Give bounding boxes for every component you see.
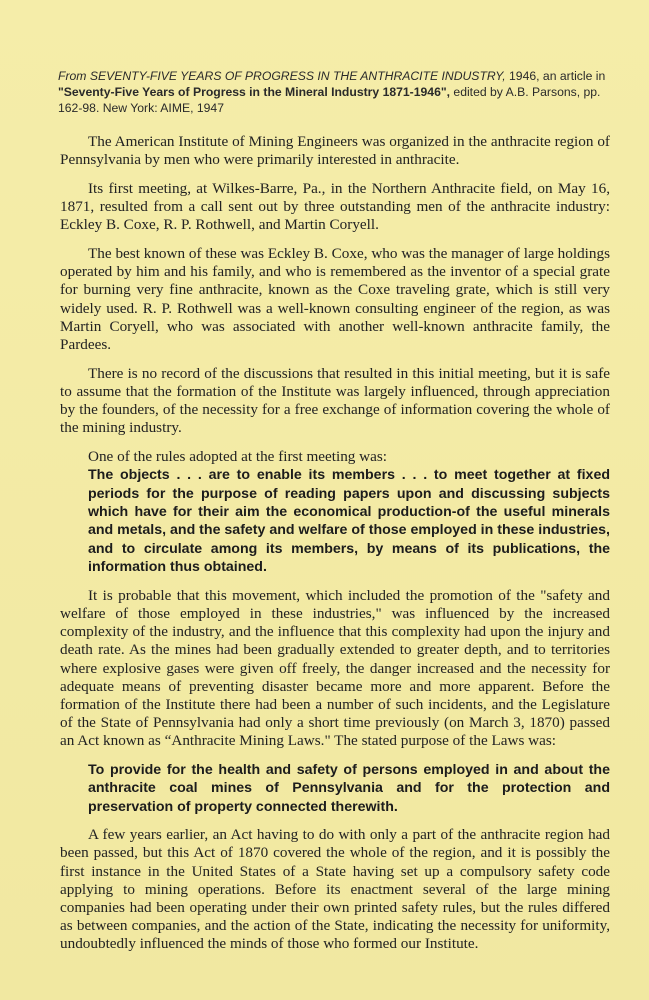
paragraph-5: One of the rules adopted at the first meeting was: bbox=[88, 448, 388, 466]
citation-source-suffix: 1946, an article in bbox=[505, 69, 606, 83]
paragraph-1: The American Institute of Mining Engineers was organized in the anthracite region of Pennsylvania by men who were primarily interested in anthracite. bbox=[60, 133, 610, 169]
citation-details: edited by A.B. Parsons, pp. 162-98. New York: AIME, 1947 bbox=[58, 85, 601, 115]
paragraph-7: A few years earlier, an Act having to do with only a part of the anthracite region had been passed, but this Act of 1870 covered the whole of the region, and it is possibly the first instance in the United States of a State having set up a compulsory safety code applying to mining operations. Before its enactment several of the large mining companies had been operating under their own printed safety rules, but the rules differed as between companies, and the action of the State, indicating the necessity for uniformity, undoubtedly influenced the minds of those who formed our Institute. bbox=[60, 826, 610, 953]
citation-article-title: "Seventy-Five Years of Progress in the Mineral Industry 1871-1946", bbox=[58, 85, 451, 99]
citation-source-prefix: From bbox=[58, 69, 90, 83]
paragraph-2: Its first meeting, at Wilkes-Barre, Pa., in the Northern Anthracite field, on May 16, 1871, resulted from a call sent out by three outstanding men of the anthracite industry: Eckley B. Coxe, R. P. Rothwell, and Martin Coryell. bbox=[60, 179, 610, 234]
block-quote-objects: The objects . . . are to enable its members . . . to meet together at fixed periods for the purpose of reading papers upon and discussing subjects which have for their aim the economical production-of the useful minerals and metals, and the safety and welfare of those employed in these industries, and to circulate among its members, by means of its publications, the information thus obtained. bbox=[88, 467, 610, 576]
paragraph-4: There is no record of the discussions that resulted in this initial meeting, but it is safe to assume that the formation of the Institute was largely influenced, through appreciation by the founders, of the necessity for a free exchange of information covering the whole of the mining industry. bbox=[60, 364, 610, 437]
citation-source-title: SEVENTY-FIVE YEARS OF PROGRESS IN THE ANTHRACITE INDUSTRY, bbox=[89, 69, 506, 83]
paragraph-6: It is probable that this movement, which included the promotion of the "safety and welfare of those employed in these industries," was influenced by the increased complexity of the industry, and the influence that this complexity had upon the injury and death rate. As the mines had been gradually extended to greater depth, and to territories where explosive gases were given off freely, the danger increased and the necessity for adequate means of preventing disaster became more and more apparent. Before the formation of the Institute there had been a number of such incidents, and the Legislature of the State of Pennsylvania had only a short time previously (on March 3, 1870) passed an Act known as “Anthracite Mining Laws." The stated purpose of the Laws was: bbox=[60, 586, 610, 750]
article-body bbox=[60, 133, 610, 964]
paragraph-3: The best known of these was Eckley B. Coxe, who was the manager of large holdings operated by him and his family, and who is remembered as the inventor of a special grate for burning very fine anthracite, known as the Coxe traveling grate, which is still very widely used. R. P. Rothwell was a well-known consulting engineer of the region, as was Martin Coryell, who was associated with another well-known anthracite family, the Pardees. bbox=[60, 245, 610, 354]
source-citation bbox=[58, 68, 606, 116]
block-quote-laws: To provide for the health and safety of persons employed in and about the anthracite coal mines of Pennsylvania and for the protection and preservation of property connected therewith. bbox=[88, 762, 610, 815]
